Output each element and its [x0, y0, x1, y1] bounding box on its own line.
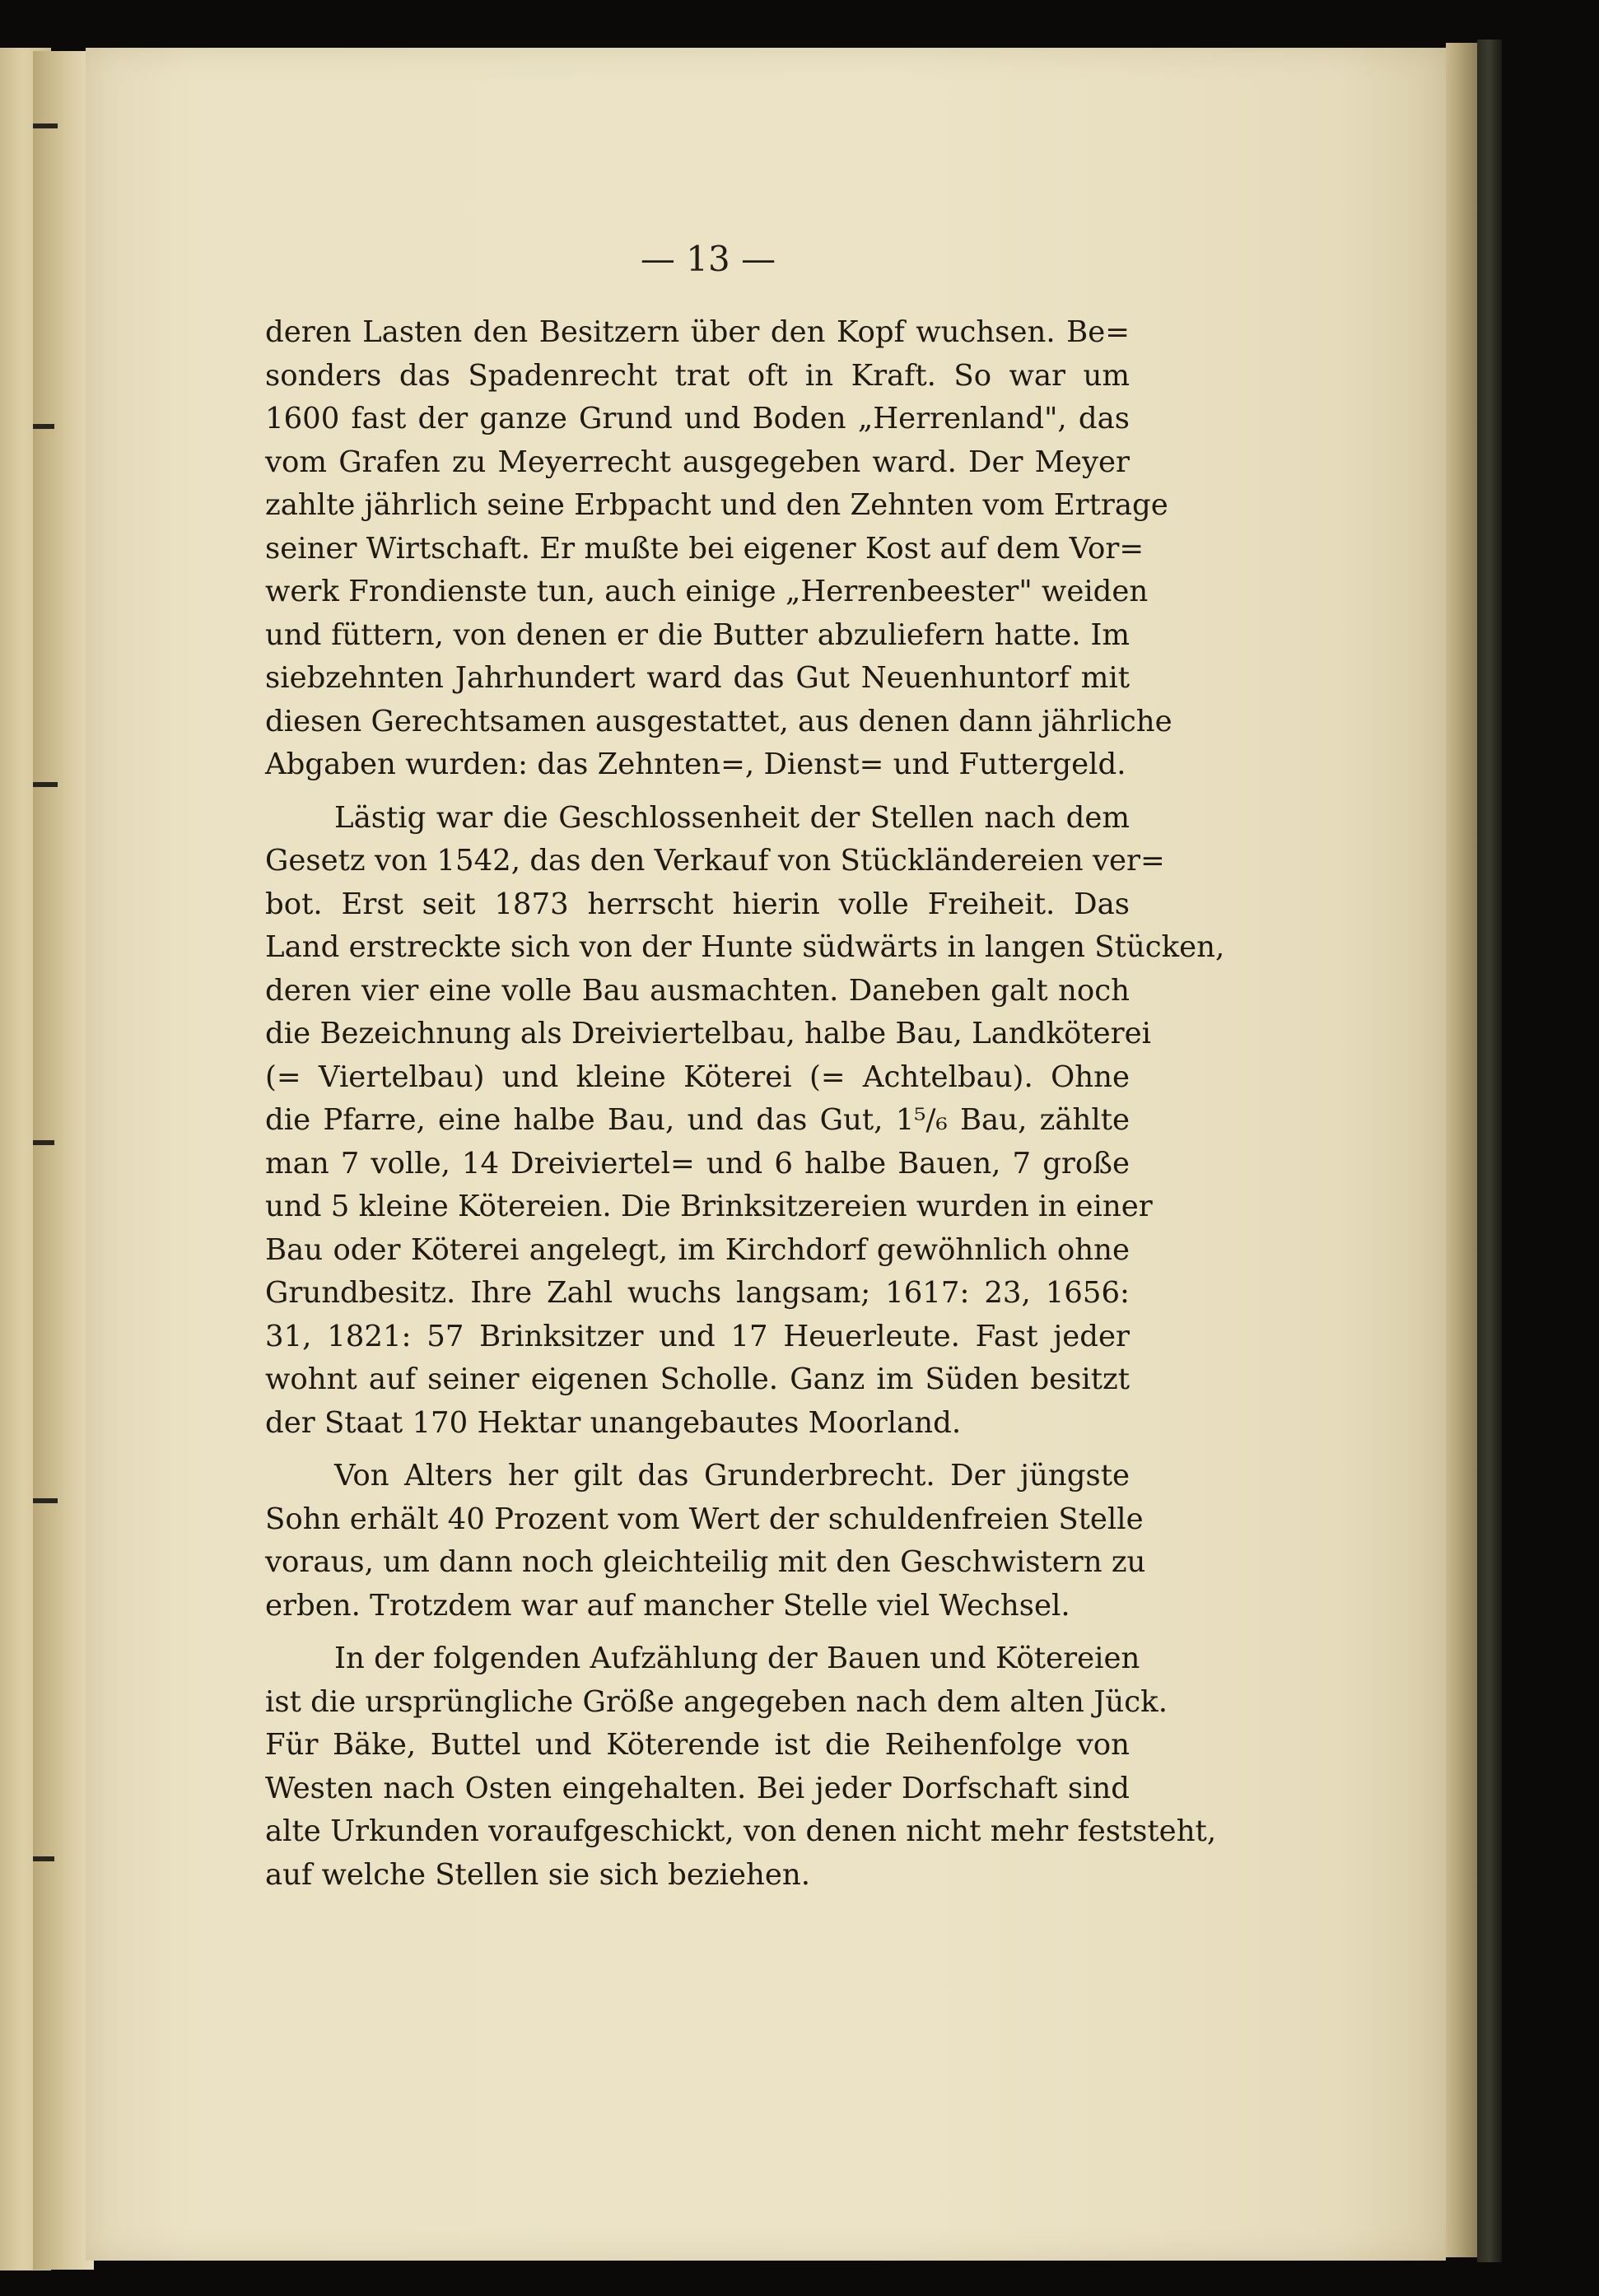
body-text: [265, 311, 1225, 1897]
text-line: und 5 kleine Kötereien. Die Brinksitzereien wurden in einer: [265, 1190, 1153, 1223]
binding-thread-mark: [33, 1498, 58, 1503]
text-line: Westen nach Osten eingehalten. Bei jeder Dorfschaft sind: [265, 1771, 1130, 1805]
text-line: seiner Wirtschaft. Er mußte bei eigener Kost auf dem Vor=: [265, 531, 1144, 566]
binding-thread-mark: [33, 782, 58, 787]
binding-thread-mark: [33, 1856, 54, 1861]
text-line: siebzehnten Jahrhundert ward das Gut Neuenhuntorf mit: [265, 661, 1130, 695]
text-line: Abgaben wurden: das Zehnten=, Dienst= und Futtergeld.: [265, 747, 1126, 781]
text-line: der Staat 170 Hektar unangebautes Moorland.: [265, 1405, 962, 1440]
text-line: und füttern, von denen er die Butter abzuliefern hatte. Im: [265, 617, 1130, 652]
text-line: (= Viertelbau) und kleine Köterei (= Achtelbau). Ohne: [265, 1060, 1130, 1094]
page-number: — 13 —: [640, 239, 776, 279]
text-line: die Pfarre, eine halbe Bau, und das Gut, 1⁵/₆ Bau, zählte: [265, 1103, 1130, 1137]
binding-thread-mark: [33, 424, 54, 429]
text-line: deren vier eine volle Bau ausmachten. Daneben galt noch: [265, 973, 1130, 1008]
paragraph-gap: [265, 1628, 1130, 1637]
text-line: die Bezeichnung als Dreiviertelbau, halbe Bau, Landköterei: [265, 1017, 1151, 1050]
text-line: Sohn erhält 40 Prozent vom Wert der schuldenfreien Stelle: [265, 1502, 1144, 1536]
text-line: werk Frondienste tun, auch einige „Herrenbeester" weiden: [265, 575, 1149, 608]
text-line: 1600 fast der ganze Grund und Boden „Herrenland", das: [265, 402, 1130, 435]
text-line: In der folgenden Aufzählung der Bauen und Kötereien: [334, 1642, 1140, 1675]
text-line: ist die ursprüngliche Größe angegeben nach dem alten Jück.: [265, 1684, 1168, 1719]
text-line: Bau oder Köterei angelegt, im Kirchdorf gewöhnlich ohne: [265, 1232, 1130, 1267]
text-line: Für Bäke, Buttel und Köterende ist die Reihenfolge von: [265, 1728, 1130, 1762]
text-line: auf welche Stellen sie sich beziehen.: [265, 1857, 810, 1892]
text-line: Gesetz von 1542, das den Verkauf von Stückländereien ver=: [265, 844, 1165, 878]
text-line: alte Urkunden voraufgeschickt, von denen nicht mehr feststeht,: [265, 1814, 1217, 1848]
text-line: diesen Gerechtsamen ausgestattet, aus denen dann jährliche: [265, 704, 1172, 738]
text-line: Land erstreckte sich von der Hunte südwärts in langen Stücken,: [265, 930, 1225, 964]
text-line: zahlte jährlich seine Erbpacht und den Zehnten vom Ertrage: [265, 488, 1168, 522]
paragraph: [265, 797, 1225, 1446]
binding-thread-mark: [33, 123, 58, 128]
paragraph: [265, 311, 1172, 787]
paragraph: [265, 1637, 1217, 1897]
binding-gutter: [33, 51, 94, 2270]
text-line: wohnt auf seiner eigenen Scholle. Ganz im Süden besitzt: [265, 1362, 1130, 1396]
text-line: Lästig war die Geschlossenheit der Stellen nach dem: [334, 800, 1130, 835]
text-line: man 7 volle, 14 Dreiviertel= und 6 halbe Bauen, 7 große: [265, 1146, 1130, 1181]
text-line: vom Grafen zu Meyerrecht ausgegeben ward. Der Meyer: [265, 445, 1130, 479]
binding-thread-mark: [33, 1140, 54, 1145]
text-line: 31, 1821: 57 Brinksitzer und 17 Heuerleute. Fast jeder: [265, 1319, 1130, 1353]
paragraph: [265, 1455, 1146, 1628]
text-line: deren Lasten den Besitzern über den Kopf wuchsen. Be=: [265, 315, 1130, 349]
text-line: Grundbesitz. Ihre Zahl wuchs langsam; 1617: 23, 1656:: [265, 1276, 1130, 1310]
book-spine: [1477, 40, 1502, 2262]
page-block-edge: [1446, 43, 1477, 2257]
text-line: sonders das Spadenrecht trat oft in Kraft. So war um: [265, 358, 1130, 393]
text-line: voraus, um dann noch gleichteilig mit den Geschwistern zu: [265, 1545, 1146, 1579]
text-line: erben. Trotzdem war auf mancher Stelle viel Wechsel.: [265, 1588, 1070, 1623]
paragraph-gap: [265, 787, 1130, 797]
paragraph-gap: [265, 1445, 1130, 1455]
text-line: Von Alters her gilt das Grunderbrecht. Der jüngste: [334, 1459, 1130, 1493]
text-line: bot. Erst seit 1873 herrscht hierin volle Freiheit. Das: [265, 887, 1130, 921]
